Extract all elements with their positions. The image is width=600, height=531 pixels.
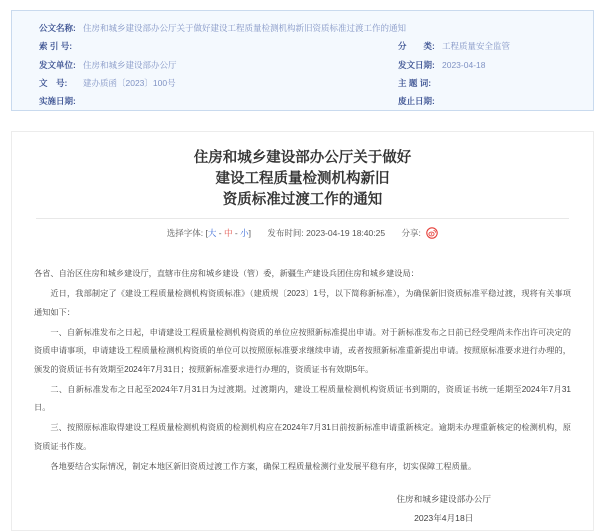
document-title-line: 资质标准过渡工作的通知 [222, 192, 383, 208]
meta-field-label: 分 类: [398, 41, 435, 52]
publish-time-value: 2023-04-19 18:40:25 [306, 228, 386, 238]
signature-org: 住房和城乡建设部办公厅 [396, 494, 491, 504]
meta-fields-right [398, 37, 593, 110]
document-title-line: 住房和城乡建设部办公厅关于做好 [193, 150, 412, 166]
font-select-label: 选择字体: [166, 228, 204, 238]
meta-field [39, 56, 398, 74]
document-title [12, 148, 593, 211]
meta-field-label: 索 引 号: [39, 41, 73, 52]
meta-field [39, 37, 398, 55]
meta-field-grid [39, 37, 593, 110]
dash-separator: - [234, 228, 238, 238]
meta-field [398, 74, 593, 92]
publish-time-label: 发布时间: [267, 228, 304, 238]
document-body [34, 265, 571, 476]
bracket-close: ] [248, 228, 252, 238]
article-toolbar [12, 227, 593, 239]
body-paragraph: 各地要结合实际情况，制定本地区新旧资质过渡工作方案，确保工程质量检测行业发展平稳有序，切实保障工程质量。 [50, 461, 477, 471]
share-label: 分享: [401, 228, 421, 238]
meta-field-label: 文 号: [39, 77, 68, 88]
title-divider [36, 218, 569, 219]
font-size-medium-button[interactable]: 中 [224, 228, 233, 238]
meta-field-value: 住房和城乡建设部办公厅 [83, 59, 177, 70]
meta-field-title [39, 19, 593, 37]
meta-field [398, 37, 593, 55]
meta-field-label: 主 题 词: [398, 77, 432, 88]
meta-field-label: 废止日期: [398, 96, 435, 107]
meta-field-label: 发文单位: [39, 59, 76, 70]
font-size-small-button[interactable]: 小 [240, 228, 249, 238]
signature-date: 2023年4月18日 [414, 512, 474, 523]
body-paragraph: 近日，我部制定了《建设工程质量检测机构资质标准》（建质规〔2023〕1号，以下简称新标准），为确保新旧资质标准平稳过渡，现将有关事项通知如下： [34, 289, 571, 317]
meta-field [398, 56, 593, 74]
body-paragraph: 一、自新标准发布之日起，申请建设工程质量检测机构资质的单位应按照新标准提出申请。对于新标准发布之日前已经受理尚未作出许可决定的资质申请事项，申请建设工程质量检测机构资质的单位可以按照原标准要求继续申请，或者按照新标准重新提出申请。按照原标准要求进行办理的，颁发的资质证书有效期至2024年7月31日；按照新标准要求进行办理的，资质证书有效期5年。 [34, 327, 571, 374]
meta-field [39, 74, 398, 92]
meta-field [398, 92, 593, 110]
document-meta-card [11, 10, 594, 111]
document-card [11, 131, 594, 531]
signature-block [396, 490, 491, 527]
meta-fields-left [39, 37, 398, 110]
bracket-open: [ [205, 228, 208, 238]
body-paragraph: 各省、自治区住房和城乡建设厅，直辖市住房和城乡建设（管）委，新疆生产建设兵团住房和城乡建设局： [34, 269, 419, 278]
share-weibo-icon[interactable] [426, 227, 438, 239]
meta-field-value: 2023-04-18 [442, 59, 486, 70]
dash-separator: - [218, 228, 222, 238]
meta-field-value: 住房和城乡建设部办公厅关于做好建设工程质量检测机构新旧资质标准过渡工作的通知 [83, 23, 407, 33]
meta-field-label: 公文名称: [39, 23, 76, 33]
meta-field [39, 92, 398, 110]
font-size-large-button[interactable]: 大 [207, 228, 217, 238]
document-title-line: 建设工程质量检测机构新旧 [215, 171, 390, 187]
meta-field-label: 实施日期: [39, 96, 76, 107]
meta-field-value: 工程质量安全监管 [442, 41, 511, 52]
body-paragraph: 三、按照原标准取得建设工程质量检测机构资质的检测机构应在2024年7月31日前按新标准申请重新核定。逾期未办理重新核定的检测机构，原资质证书作废。 [34, 423, 571, 451]
meta-field-value: 建办质函〔2023〕100号 [83, 77, 176, 88]
body-paragraph: 二、自新标准发布之日起至2024年7月31日为过渡期。过渡期内，建设工程质量检测机构资质证书到期的，资质证书统一延期至2024年7月31日。 [34, 384, 571, 412]
meta-field-label: 发文日期: [398, 59, 435, 70]
